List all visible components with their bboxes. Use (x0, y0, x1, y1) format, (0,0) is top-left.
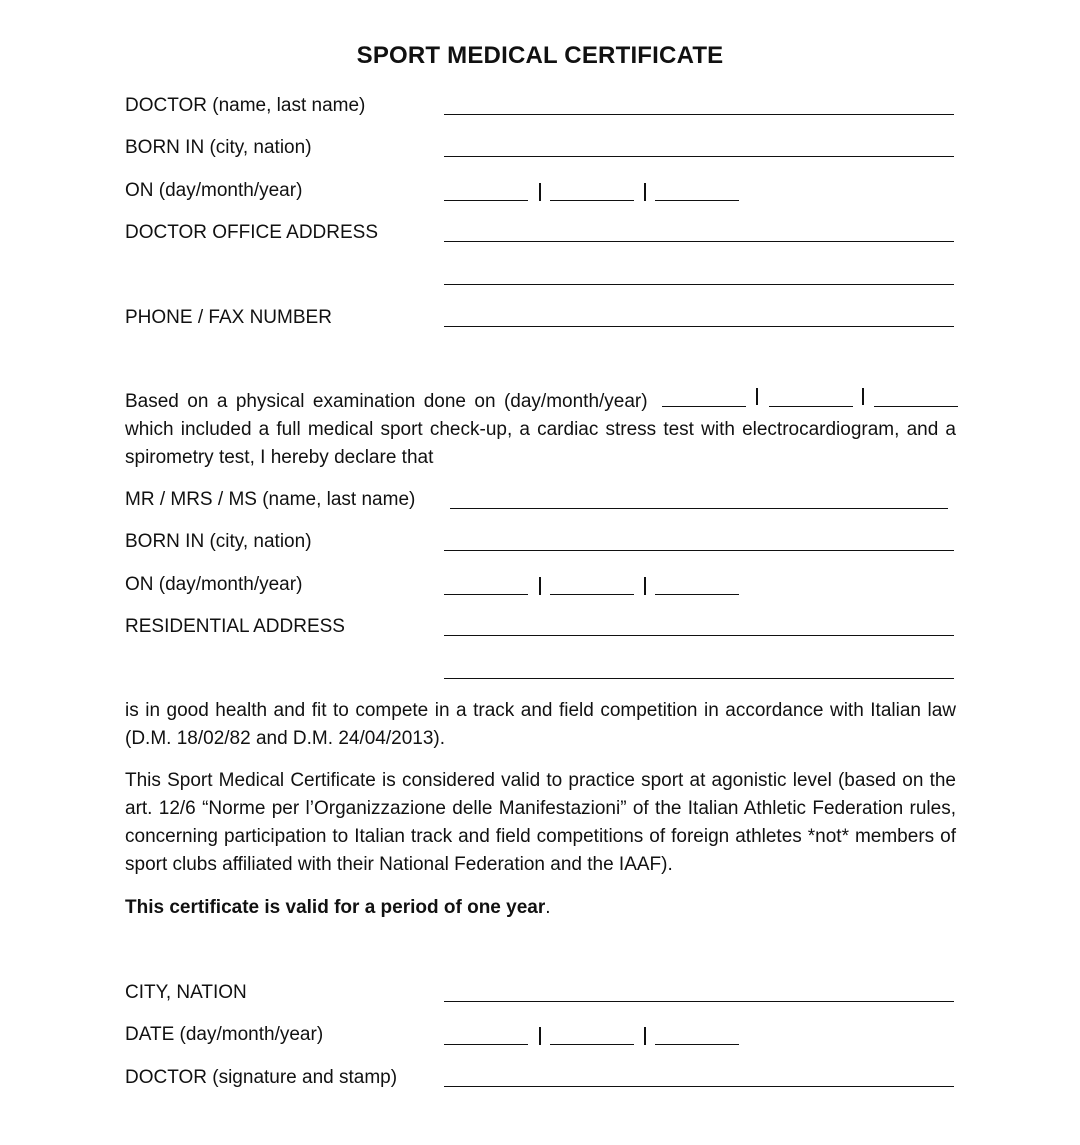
signing-year-field[interactable] (655, 1044, 739, 1045)
athlete-born-in-field[interactable] (444, 550, 954, 551)
signing-date-field (444, 1023, 740, 1047)
doctor-phone-fax-label: PHONE / FAX NUMBER (125, 307, 332, 328)
examination-date-field (656, 387, 956, 407)
date-separator (539, 183, 541, 201)
athlete-name-label: MR / MRS / MS (name, last name) (125, 489, 416, 510)
doctor-phone-fax-field[interactable] (444, 326, 954, 327)
athlete-residential-address-field-line1[interactable] (444, 635, 954, 636)
document-title: SPORT MEDICAL CERTIFICATE (356, 42, 724, 69)
doctor-signature-field[interactable] (444, 1086, 954, 1087)
doctor-born-on-label: ON (day/month/year) (125, 180, 303, 201)
date-separator (756, 388, 758, 405)
signing-month-field[interactable] (550, 1044, 634, 1045)
athlete-born-year-field[interactable] (655, 594, 739, 595)
doctor-born-in-label: BORN IN (city, nation) (125, 137, 312, 158)
examination-year-field[interactable] (874, 406, 958, 407)
date-separator (539, 1027, 541, 1045)
date-separator (644, 1027, 646, 1045)
examination-paragraph (125, 387, 956, 472)
signing-date-label: DATE (day/month/year) (125, 1024, 324, 1045)
city-nation-label: CITY, NATION (125, 982, 247, 1003)
duration-statement-bold: This certificate is valid for a period of one year (125, 897, 546, 918)
doctor-office-address-label: DOCTOR OFFICE ADDRESS (125, 222, 379, 243)
examination-month-field[interactable] (769, 406, 853, 407)
examination-continuation-text: which included a full medical sport check-up, a cardiac stress test with electrocardiogram, and a spirometry test, I hereby declare that (125, 419, 956, 468)
athlete-born-on-date-field (444, 573, 740, 597)
date-separator (862, 388, 864, 405)
signing-day-field[interactable] (444, 1044, 528, 1045)
athlete-residential-address-field-line2[interactable] (444, 678, 954, 679)
date-separator (539, 577, 541, 595)
athlete-born-on-label: ON (day/month/year) (125, 574, 303, 595)
doctor-signature-label: DOCTOR (signature and stamp) (125, 1067, 398, 1088)
doctor-born-year-field[interactable] (655, 200, 739, 201)
doctor-born-in-field[interactable] (444, 156, 954, 157)
fitness-declaration-paragraph: is in good health and fit to compete in a track and field competition in accordance with Italian law (D.M. 18/02/82 and D.M. 24/04/2013). (125, 700, 956, 749)
doctor-born-month-field[interactable] (550, 200, 634, 201)
doctor-office-address-field-line1[interactable] (444, 241, 954, 242)
date-separator (644, 577, 646, 595)
doctor-name-field[interactable] (444, 114, 954, 115)
duration-statement-end: . (545, 897, 551, 918)
city-nation-field[interactable] (444, 1001, 954, 1002)
doctor-name-label: DOCTOR (name, last name) (125, 95, 366, 116)
examination-day-field[interactable] (662, 406, 746, 407)
doctor-office-address-field-line2[interactable] (444, 284, 954, 285)
athlete-residential-address-label: RESIDENTIAL ADDRESS (125, 616, 345, 637)
duration-statement (125, 894, 956, 922)
athlete-born-day-field[interactable] (444, 594, 528, 595)
date-separator (644, 183, 646, 201)
athlete-born-month-field[interactable] (550, 594, 634, 595)
validity-paragraph: This Sport Medical Certificate is considered valid to practice sport at agonistic level (based on the art. 12/6 “Norme per l’Organizzazione delle Manifestazioni” of the Italian Athletic Federation rules, concerning participation to Italian track and field competitions of foreign athletes *not* members of sport clubs affiliated with their National Federation and the IAAF). (125, 770, 956, 875)
doctor-born-on-date-field (444, 179, 740, 203)
athlete-name-field[interactable] (450, 508, 948, 509)
athlete-born-in-label: BORN IN (city, nation) (125, 531, 312, 552)
doctor-born-day-field[interactable] (444, 200, 528, 201)
examination-lead-text: Based on a physical examination done on (day/month/year) (125, 391, 648, 412)
